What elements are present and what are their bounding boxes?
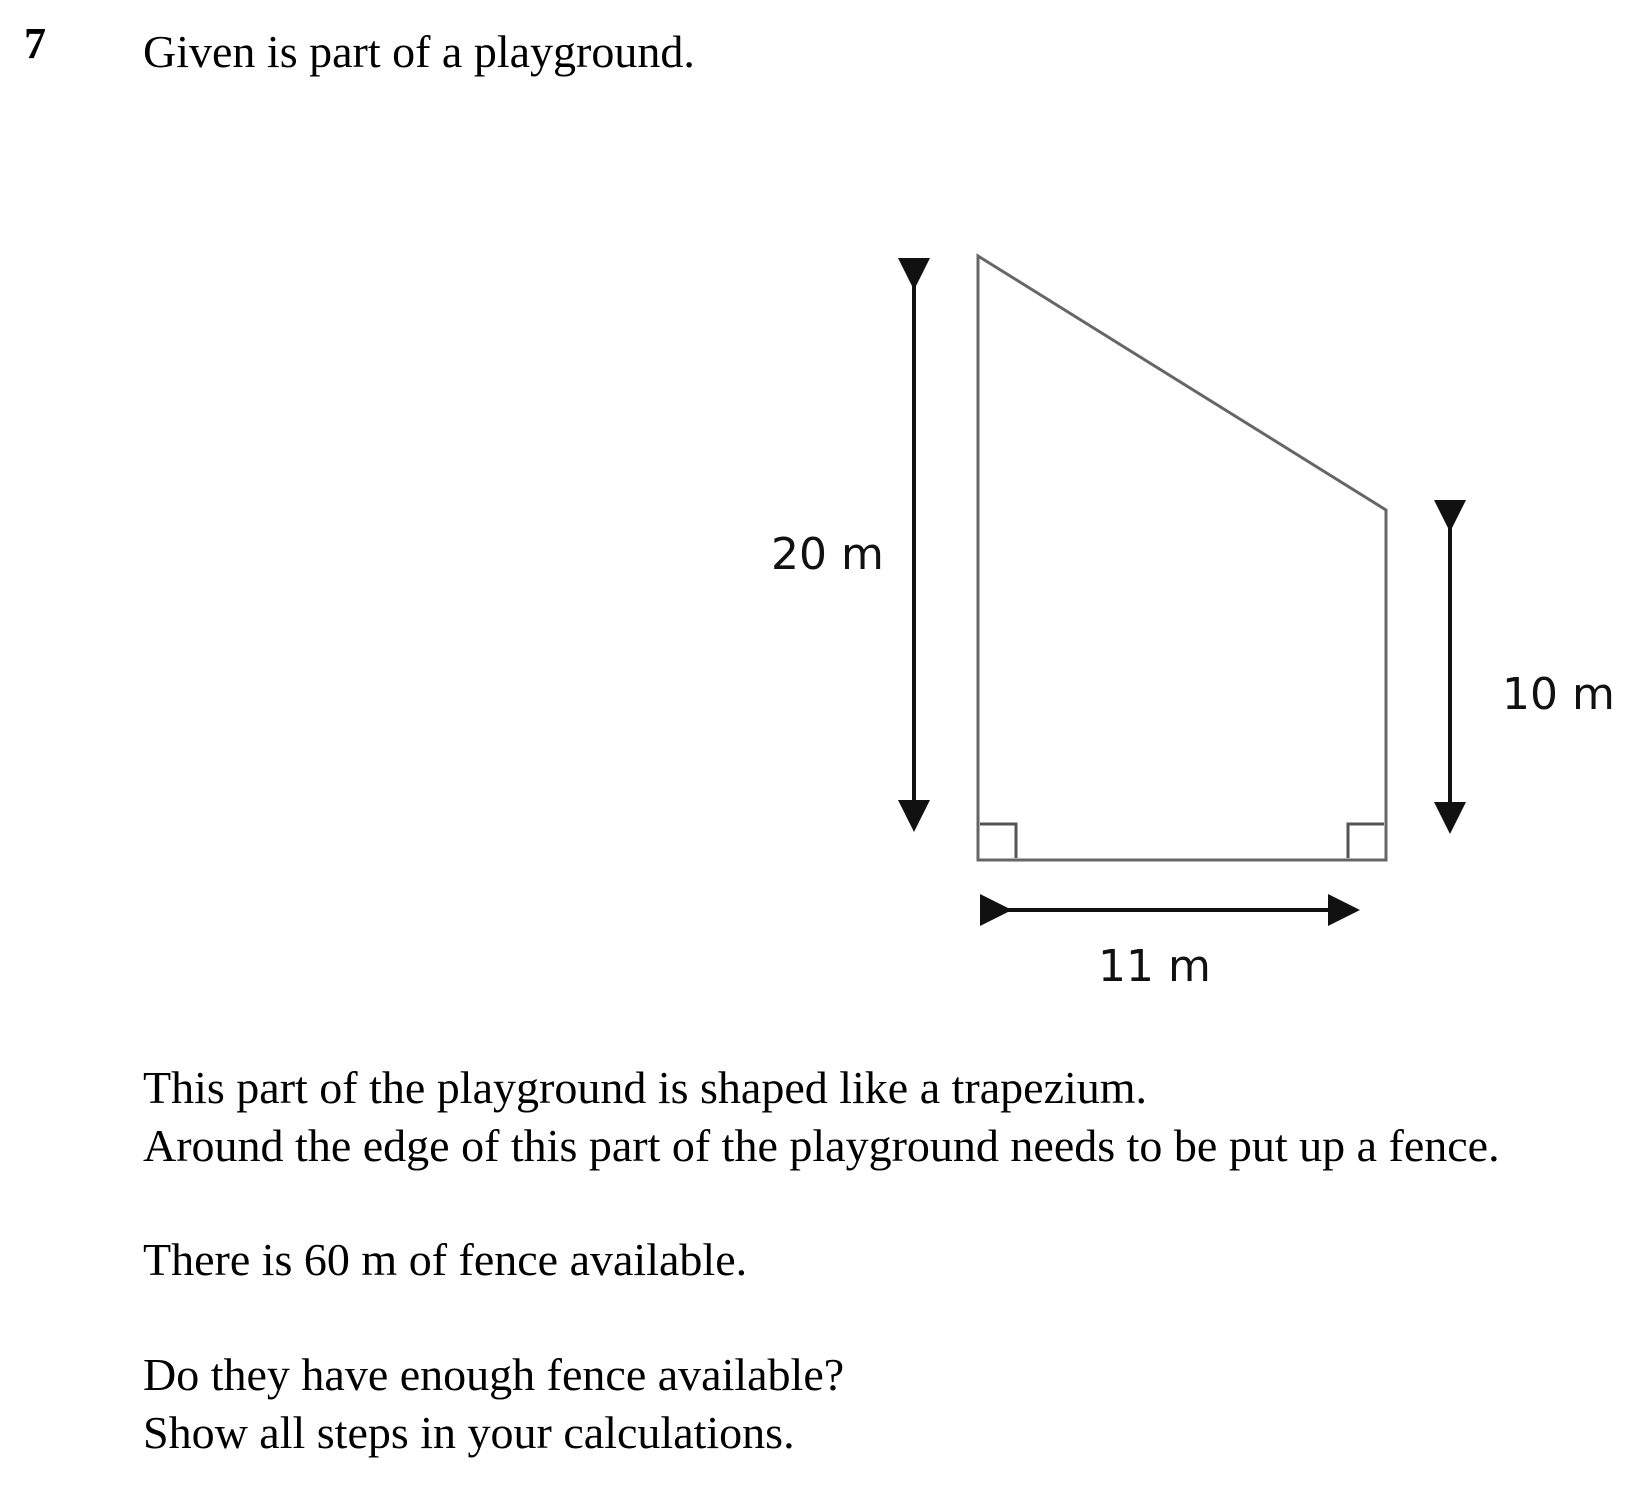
paragraph-3-line-1: Do they have enough fence available? bbox=[143, 1349, 845, 1400]
right-angle-marker-left bbox=[980, 824, 1016, 858]
paragraph-3-line-2: Show all steps in your calculations. bbox=[143, 1407, 795, 1458]
question-prompt: Given is part of a playground. bbox=[143, 26, 695, 77]
paragraph-3 bbox=[143, 1346, 844, 1462]
paragraph-1-line-2: Around the edge of this part of the playground needs to be put up a fence. bbox=[143, 1120, 1500, 1171]
question-number: 7 bbox=[24, 19, 46, 68]
paragraph-2-line-1: There is 60 m of fence available. bbox=[143, 1234, 748, 1285]
paragraph-1-line-1: This part of the playground is shaped like a trapezium. bbox=[143, 1062, 1148, 1113]
paragraph-2 bbox=[143, 1231, 747, 1289]
paragraph-1 bbox=[143, 1059, 1500, 1175]
right-side-label: 10 m bbox=[1502, 669, 1615, 720]
left-side-label: 20 m bbox=[771, 529, 884, 580]
bottom-label: 11 m bbox=[1098, 941, 1211, 992]
trapezium-outline bbox=[978, 256, 1386, 860]
right-angle-marker-right bbox=[1348, 824, 1384, 858]
